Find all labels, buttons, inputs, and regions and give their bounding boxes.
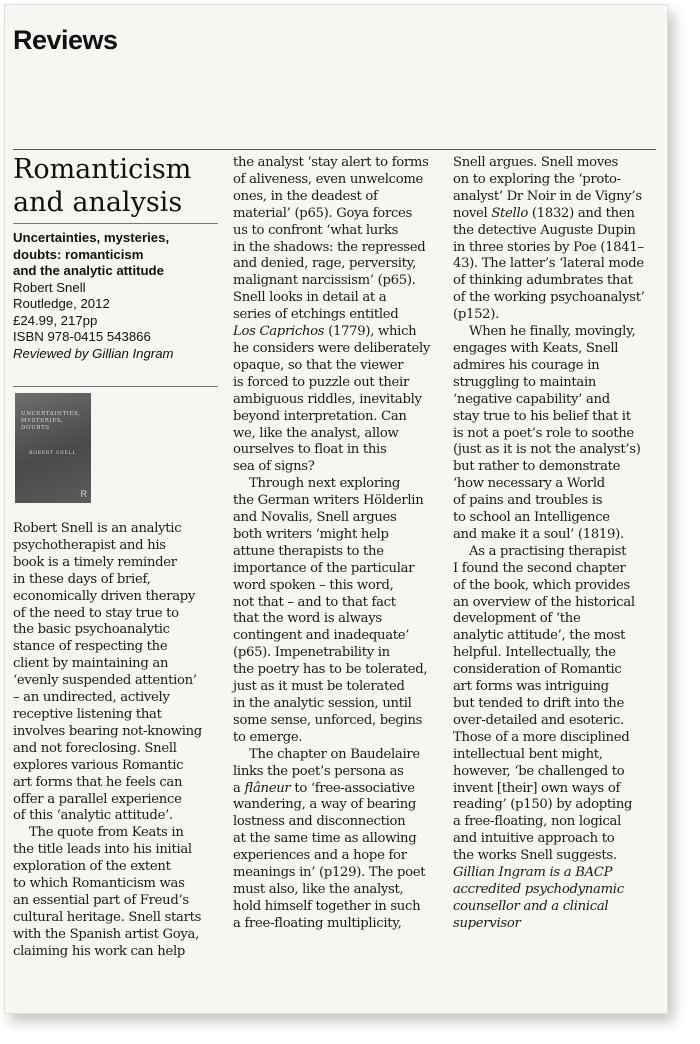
text-line: art forms that he feels can [13,774,183,790]
magazine-page [4,4,668,1014]
paragraph [233,747,438,933]
text-line: on to exploring the ‘proto- [453,171,621,187]
novel-title: Stello [491,205,529,221]
reviewer-bio [453,865,658,933]
book-price: £24.99, 217pp [13,312,98,328]
text-line: importance of the particular [233,560,415,576]
text-line: the works Snell suggests. [453,848,617,864]
text-line: stay true to his belief that it [453,408,631,424]
text-line: an overview of the historical [453,594,635,610]
info-rule [13,386,218,387]
text-line: ‘how necessary a World [453,476,605,492]
text-line: struggling to maintain [453,374,597,390]
text-line: opaque, so that the viewer [233,357,404,373]
text-line: reading’ (p150) by adopting [453,797,633,813]
text-line: Snell looks in detail at a [233,290,387,306]
text-line: to which Romanticism was [13,876,185,892]
text-line: meanings in’ (p129). The poet [233,865,426,881]
book-cover-image [15,393,91,503]
text-line: but tended to drift into the [453,696,625,711]
book-title-line: doubts: romanticism [13,246,144,262]
text-line: consideration of Romantic [453,662,622,678]
paragraph [453,544,658,865]
text-line: Robert Snell is an analytic [13,521,182,536]
text-line: of the working psychoanalyst’ [453,290,645,306]
paragraph [13,825,221,960]
text-fragment: (1779), which [324,324,417,340]
text-fragment: novel [453,205,492,221]
text-line: accredited psychodynamic [453,881,624,897]
text-line: an essential part of Freud’s [13,892,189,908]
text-line: book is a timely reminder [13,554,177,570]
text-line [233,324,438,341]
book-isbn: ISBN 978-0415 543866 [13,329,151,344]
text-line: to emerge. [233,729,303,745]
cover-title: UNCERTAINTIES, MYSTERIES, DOUBTS [21,411,81,431]
text-fragment: to ‘free-associative [290,780,415,796]
text-line: in these days of brief, [13,571,151,587]
text-line: The chapter on Baudelaire [249,746,420,762]
text-line: ambiguous riddles, inevitably [233,391,422,407]
text-line: involves bearing not-knowing [13,723,202,739]
text-line: 43). The latter’s ‘lateral mode [453,256,644,272]
text-line: As a practising therapist [469,543,627,559]
text-line: in the shadows: the repressed [233,239,426,255]
text-line: and Novalis, Snell argues [233,510,397,526]
text-line: he considers were deliberately [233,340,431,356]
text-line: over-detailed and esoteric. [453,712,624,728]
book-publisher: Routledge, 2012 [13,296,110,311]
text-line: and denied, rage, perversity, [233,256,416,272]
text-line: lostness and disconnection [233,814,406,830]
text-line: client by maintaining an [13,656,169,672]
text-line: the title leads into his initial [13,842,192,858]
paragraph [453,324,658,544]
text-line: development of ‘the [453,611,581,627]
text-line: and make it a soul’ (1819). [453,526,624,542]
text-line: a free-floating, non logical [453,814,622,830]
text-line: of the need to stay true to [13,605,179,621]
text-line: must also, like the analyst, [233,881,404,897]
artwork-title: Los Caprichos [233,324,325,340]
text-line: analytic attitude’, the most [453,628,626,644]
text-line: analyst’ Dr Noir in de Vigny’s [453,188,642,204]
text-line: not that – and to that fact [233,594,396,610]
text-line: invent [their] own ways of [453,780,621,796]
text-fragment: a [233,780,245,796]
text-line: is forced to puzzle out their [233,374,409,390]
text-line: wandering, a way of bearing [233,797,417,813]
text-line: psychotherapist and his [13,537,166,553]
text-line: and not foreclosing. Snell [13,740,177,756]
text-line: hold himself together in such [233,898,421,914]
cover-author: ROBERT SNELL [29,451,77,456]
book-title-line: Uncertainties, mysteries, [13,230,170,245]
text-line: sea of signs? [233,459,315,475]
text-line: claiming his work can help [13,943,186,959]
text-line: stance of respecting the [13,639,168,655]
text-line: contingent and inadequate’ [233,628,410,644]
text-line: receptive listening that [13,706,162,722]
text-line: to school an Intelligence [453,510,610,526]
text-line: intellectual bent might, [453,746,603,762]
text-line: but rather to demonstrate [453,459,621,475]
text-line: the detective Auguste Dupin [453,222,636,238]
text-line: with the Spanish artist Goya, [13,926,200,942]
text-line: in three stories by Poe (1841– [453,239,644,255]
text-line: however, ‘be challenged to [453,763,625,779]
publisher-logo-icon: R [80,489,87,499]
text-line: the analyst ‘stay alert to forms [233,155,429,170]
text-line: admires his courage in [453,357,600,373]
text-line: material’ (p65). Goya forces [233,205,413,221]
text-line: (p152). [453,307,499,323]
text-line: ‘negative capability’ and [453,391,610,407]
text-line: engages with Keats, Snell [453,340,619,356]
text-line: just as it must be tolerated [233,679,405,695]
article-column-3 [453,155,658,933]
text-line: at the same time as allowing [233,831,417,847]
text-line: of thinking adumbrates that [453,273,633,289]
text-line: attune therapists to the [233,543,384,559]
italic-term: flâneur [244,780,291,796]
text-line: of this ‘analytic attitude’. [13,808,173,824]
text-line: Those of a more disciplined [453,729,630,745]
text-line: word spoken – this word, [233,577,394,593]
text-line: in the analytic session, until [233,696,412,711]
paragraph [233,476,438,747]
text-line [233,781,438,798]
text-line: ourselves to float in this [233,442,387,458]
text-fragment: (1832) and then [528,205,635,221]
text-line: some sense, unforced, begins [233,712,423,728]
headline-line: and analysis [13,187,183,218]
text-line: both writers ‘might help [233,526,389,542]
reviewer: Reviewed by Gillian Ingram [13,345,174,361]
text-line: (just as it is not the analyst’s) [453,442,641,458]
text-line: helpful. Intellectually, the [453,645,616,661]
text-line: experiences and a hope for [233,848,407,864]
text-line: art forms was intriguing [453,679,609,695]
text-line: Gillian Ingram is a BACP [453,865,613,881]
text-line: us to confront ‘what lurks [233,222,399,238]
text-line: – an undirected, actively [13,690,170,706]
text-line: When he finally, movingly, [469,324,636,340]
text-line: the basic psychoanalytic [13,622,170,638]
text-line: we, like the analyst, allow [233,425,399,441]
text-line: links the poet’s persona as [233,763,404,779]
text-line: beyond interpretation. Can [233,408,407,424]
section-title: Reviews [13,25,118,55]
text-line: of pains and troubles is [453,493,603,509]
headline [13,153,218,219]
text-line: explores various Romantic [13,757,184,773]
text-line: a free-floating multiplicity, [233,915,402,931]
text-line: of aliveness, even unwelcome [233,171,424,187]
book-author: Robert Snell [13,279,86,295]
text-line: The quote from Keats in [29,825,184,841]
text-line: supervisor [453,915,521,931]
text-line: malignant narcissism’ (p65). [233,273,416,289]
text-line: that the word is always [233,611,382,627]
text-line: and intuitive approach to [453,831,615,847]
text-line: Snell argues. Snell moves [453,155,618,170]
book-title-line: and the analytic attitude [13,263,164,278]
text-line: the German writers Hölderlin [233,493,424,509]
text-line: of the book, which provides [453,577,630,593]
paragraph [453,155,658,324]
text-line: ones, in the deadest of [233,188,378,204]
text-line: (p65). Impenetrability in [233,645,390,661]
text-line: the poetry has to be tolerated, [233,662,428,678]
article-column-1 [13,521,221,961]
text-line: offer a parallel experience [13,791,182,807]
text-line: counsellor and a clinical [453,898,609,914]
book-title [13,230,218,280]
headline-line: Romanticism [13,154,192,185]
text-line: is not a poet’s role to soothe [453,425,634,441]
top-rule [13,149,656,150]
text-line: series of etchings entitled [233,307,399,323]
text-line: exploration of the extent [13,859,171,875]
article-column-2 [233,155,438,933]
text-line: economically driven therapy [13,588,196,604]
text-line: Through next exploring [249,476,401,492]
text-line: I found the second chapter [453,560,626,576]
paragraph [13,521,221,825]
paragraph [233,155,438,476]
book-info [13,223,218,362]
text-line [453,206,658,223]
text-line: ‘evenly suspended attention’ [13,673,197,689]
text-line: cultural heritage. Snell starts [13,909,202,925]
